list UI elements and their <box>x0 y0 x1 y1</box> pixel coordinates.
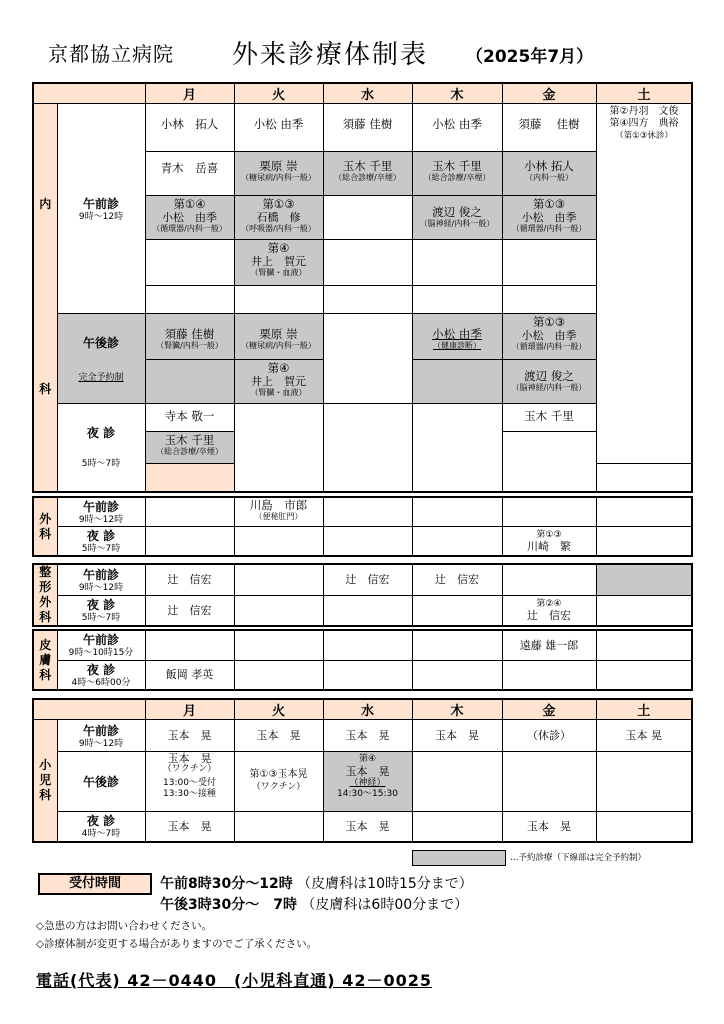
ped-pm-thu <box>412 752 502 812</box>
day-mon: 月 <box>145 83 234 104</box>
ped-pm: 午後診 <box>57 752 145 812</box>
dept-internal-spacer <box>145 464 234 492</box>
derm-am-wed <box>323 630 412 660</box>
ortho-night-tue <box>234 595 323 626</box>
ped-am-fri: （休診） <box>502 720 596 752</box>
surgery-am-mon <box>145 497 234 527</box>
derm-am-tue <box>234 630 323 660</box>
ped-am: 午前診 9時～12時 <box>57 720 145 752</box>
slot-am <box>57 104 145 314</box>
dermatology-table <box>32 629 693 691</box>
surgery-night-wed <box>323 527 412 557</box>
ped-day-thu: 木 <box>412 699 502 720</box>
ortho-am-thu: 辻 信宏 <box>412 564 502 595</box>
int-pm-thu-1: 小松 由季 （健康診断） <box>412 314 502 360</box>
ortho-am-tue <box>234 564 323 595</box>
legend-swatch <box>412 850 506 866</box>
ped-night-fri: 玉本 晃 <box>502 812 596 842</box>
surgery-night-tue <box>234 527 323 557</box>
dept-surgery: 外科 <box>33 497 57 556</box>
derm-night-sat <box>596 660 692 690</box>
day-thu: 木 <box>412 83 502 104</box>
derm-am-sat <box>596 630 692 660</box>
ped-night-thu <box>412 812 502 842</box>
dept-internal-top: 内 <box>39 197 52 212</box>
day-wed: 水 <box>323 83 412 104</box>
surgery-am: 午前診 9時～12時 <box>57 497 145 527</box>
slot-am-time: 9時～12時 <box>78 211 124 222</box>
pediatrics-table <box>32 698 693 843</box>
dept-dermatology: 皮膚科 <box>33 630 57 690</box>
int-am-tue-2: 栗原 崇 （糖尿病/内科一般） <box>234 152 323 196</box>
derm-night: 夜 診 4時～6時00分 <box>57 660 145 690</box>
reception-pm: 午後3時30分～ 7時 （皮膚科は6時00分まで） <box>160 897 469 913</box>
int-am-sat: 第②丹羽 文俊 第④四方 典裕 （第①③休診） <box>596 104 692 464</box>
orthopedics-table <box>32 563 693 627</box>
int-am-fri-1: 須藤 佳樹 <box>502 104 596 152</box>
derm-night-wed <box>323 660 412 690</box>
slot-night <box>57 404 145 492</box>
slot-night-time: 5時～7時 <box>81 459 121 470</box>
ortho-am-sat <box>596 564 692 595</box>
ped-day-mon: 月 <box>145 699 234 720</box>
derm-am-fri: 遠藤 雄一郎 <box>502 630 596 660</box>
surgery-am-wed <box>323 497 412 527</box>
int-am-fri-5 <box>502 286 596 314</box>
int-night-thu <box>412 404 502 492</box>
ped-pm-tue: 第①③玉本晃 （ワクチン） <box>234 752 323 812</box>
ortho-am-mon: 辻 信宏 <box>145 564 234 595</box>
ped-day-fri: 金 <box>502 699 596 720</box>
int-night-fri-2 <box>502 432 596 492</box>
derm-night-thu <box>412 660 502 690</box>
int-am-mon-3: 第①④ 小松 由季 （循環器/内科一般） <box>145 196 234 240</box>
slot-night-label: 夜 診 <box>86 426 116 441</box>
int-am-mon-1: 小林 拓人 <box>145 104 234 152</box>
ped-pm-fri <box>502 752 596 812</box>
slot-pm-label: 午後診 <box>82 335 119 350</box>
page-title: 外来診療体制表 <box>232 40 429 70</box>
ped-day-wed: 水 <box>323 699 412 720</box>
int-am-wed-3 <box>323 196 412 240</box>
int-am-thu-4 <box>412 240 502 286</box>
ped-am-wed: 玉本 晃 <box>323 720 412 752</box>
int-am-thu-5 <box>412 286 502 314</box>
ped-pm-sat <box>596 752 692 812</box>
int-am-tue-3: 第①③ 石橋 修 （呼吸器/内科一般） <box>234 196 323 240</box>
dept-internal <box>33 104 57 492</box>
ped-pm-wed: 第④ 玉本 晃 （神経） 14:30～15:30 <box>323 752 412 812</box>
surgery-night-mon <box>145 527 234 557</box>
ped-am-sat: 玉本 晃 <box>596 720 692 752</box>
schedule-date: （2025年7月） <box>466 47 594 67</box>
int-pm-wed <box>323 314 412 404</box>
ped-night-wed: 玉本 晃 <box>323 812 412 842</box>
header-blank <box>33 83 145 104</box>
slot-am-label: 午前診 <box>82 196 119 211</box>
int-night-fri-1: 玉木 千里 <box>502 404 596 432</box>
slot-pm-note: 完全予約制 <box>78 372 124 383</box>
reception-label: 受付時間 <box>38 873 152 895</box>
derm-night-tue <box>234 660 323 690</box>
derm-night-fri <box>502 660 596 690</box>
int-am-thu-2: 玉木 千里 （総合診療/卒煙） <box>412 152 502 196</box>
derm-am: 午前診 9時～10時15分 <box>57 630 145 660</box>
ped-night-mon: 玉本 晃 <box>145 812 234 842</box>
ped-night-tue <box>234 812 323 842</box>
int-night-mon-1: 寺本 敬一 <box>145 404 234 432</box>
day-sat: 土 <box>596 83 692 104</box>
hospital-name: 京都協立病院 <box>48 42 174 66</box>
int-am-wed-1: 須藤 佳樹 <box>323 104 412 152</box>
int-night-mon-3 <box>596 464 692 492</box>
ortho-am: 午前診 9時～12時 <box>57 564 145 595</box>
int-am-fri-4 <box>502 240 596 286</box>
ortho-night-mon: 辻 信宏 <box>145 595 234 626</box>
int-pm-tue-2: 第④ 井上 賀元 （腎臓・血液） <box>234 360 323 404</box>
ped-am-mon: 玉本 晃 <box>145 720 234 752</box>
int-pm-fri-2: 渡辺 俊之 （脳神経/内科一般） <box>502 360 596 404</box>
int-am-thu-1: 小松 由季 <box>412 104 502 152</box>
ortho-am-wed: 辻 信宏 <box>323 564 412 595</box>
surgery-night-fri: 第①③ 川崎 繁 <box>502 527 596 557</box>
dept-internal-bottom: 科 <box>39 382 52 397</box>
ped-night-sat <box>596 812 692 842</box>
int-night-mon-2: 玉木 千里 （総合診療/卒煙） <box>145 432 234 464</box>
int-am-tue-1: 小松 由季 <box>234 104 323 152</box>
internal-medicine-table <box>32 82 693 493</box>
reception-am: 午前8時30分～12時 （皮膚科は10時15分まで） <box>160 876 473 892</box>
ortho-night-sat <box>596 595 692 626</box>
ped-day-tue: 火 <box>234 699 323 720</box>
int-am-wed-4 <box>323 240 412 286</box>
int-pm-mon-2 <box>145 360 234 404</box>
int-night-wed <box>323 404 412 492</box>
int-am-wed-5 <box>323 286 412 314</box>
ortho-night: 夜 診 5時～7時 <box>57 595 145 626</box>
int-am-fri-3: 第①③ 小松 由季 （循環器/内科一般） <box>502 196 596 240</box>
dept-pediatrics: 小児科 <box>33 720 57 842</box>
surgery-night-thu <box>412 527 502 557</box>
surgery-night: 夜 診 5時～7時 <box>57 527 145 557</box>
day-tue: 火 <box>234 83 323 104</box>
ped-am-thu: 玉本 晃 <box>412 720 502 752</box>
int-am-mon-2: 青木 岳喜 <box>145 152 234 196</box>
surgery-night-sat <box>596 527 692 557</box>
ped-night: 夜 診 4時～7時 <box>57 812 145 842</box>
note-schedule-change: ◇診療体制が変更する場合がありますのでご了承ください。 <box>36 938 318 950</box>
ortho-night-fri: 第②④ 辻 信宏 <box>502 595 596 626</box>
int-am-tue-5 <box>234 286 323 314</box>
day-fri: 金 <box>502 83 596 104</box>
surgery-am-tue: 川島 市郎 （便秘肛門） <box>234 497 323 527</box>
int-pm-tue-1: 栗原 崇 （糖尿病/内科一般） <box>234 314 323 360</box>
int-pm-mon-1: 須藤 佳樹 （腎臓/内科一般） <box>145 314 234 360</box>
surgery-am-sat <box>596 497 692 527</box>
ped-header-blank <box>33 699 145 720</box>
surgery-am-fri <box>502 497 596 527</box>
dept-orthopedics: 整形外科 <box>33 564 57 626</box>
derm-am-thu <box>412 630 502 660</box>
int-night-tue <box>234 404 323 492</box>
derm-night-mon: 飯岡 孝英 <box>145 660 234 690</box>
ortho-am-fri <box>502 564 596 595</box>
int-am-mon-4 <box>145 240 234 286</box>
phone-numbers: 電話(代表) 42－0440 (小児科直通) 42－0025 <box>36 971 432 990</box>
int-am-mon-5 <box>145 286 234 314</box>
ortho-night-thu <box>412 595 502 626</box>
ped-pm-mon: 玉本 晃 （ワクチン） 13:00～受付 13:30～接種 <box>145 752 234 812</box>
ped-day-sat: 土 <box>596 699 692 720</box>
int-pm-thu-2 <box>412 360 502 404</box>
int-am-thu-3: 渡辺 俊之 （脳神経/内科一般） <box>412 196 502 240</box>
slot-pm <box>57 314 145 404</box>
ped-am-tue: 玉本 晃 <box>234 720 323 752</box>
legend-text: …予約診療（下線部は完全予約制） <box>510 853 647 863</box>
surgery-am-thu <box>412 497 502 527</box>
ortho-night-wed <box>323 595 412 626</box>
int-am-fri-2: 小林 拓人 （内科一般） <box>502 152 596 196</box>
int-am-wed-2: 玉木 千里 （総合診療/卒煙） <box>323 152 412 196</box>
int-pm-fri-1: 第①③ 小松 由季 （循環器/内科一般） <box>502 314 596 360</box>
int-am-tue-4: 第④ 井上 賀元 （腎臓・血液） <box>234 240 323 286</box>
surgery-table <box>32 496 693 557</box>
note-emergency: ◇急患の方はお問い合わせください。 <box>36 920 213 932</box>
derm-am-mon <box>145 630 234 660</box>
